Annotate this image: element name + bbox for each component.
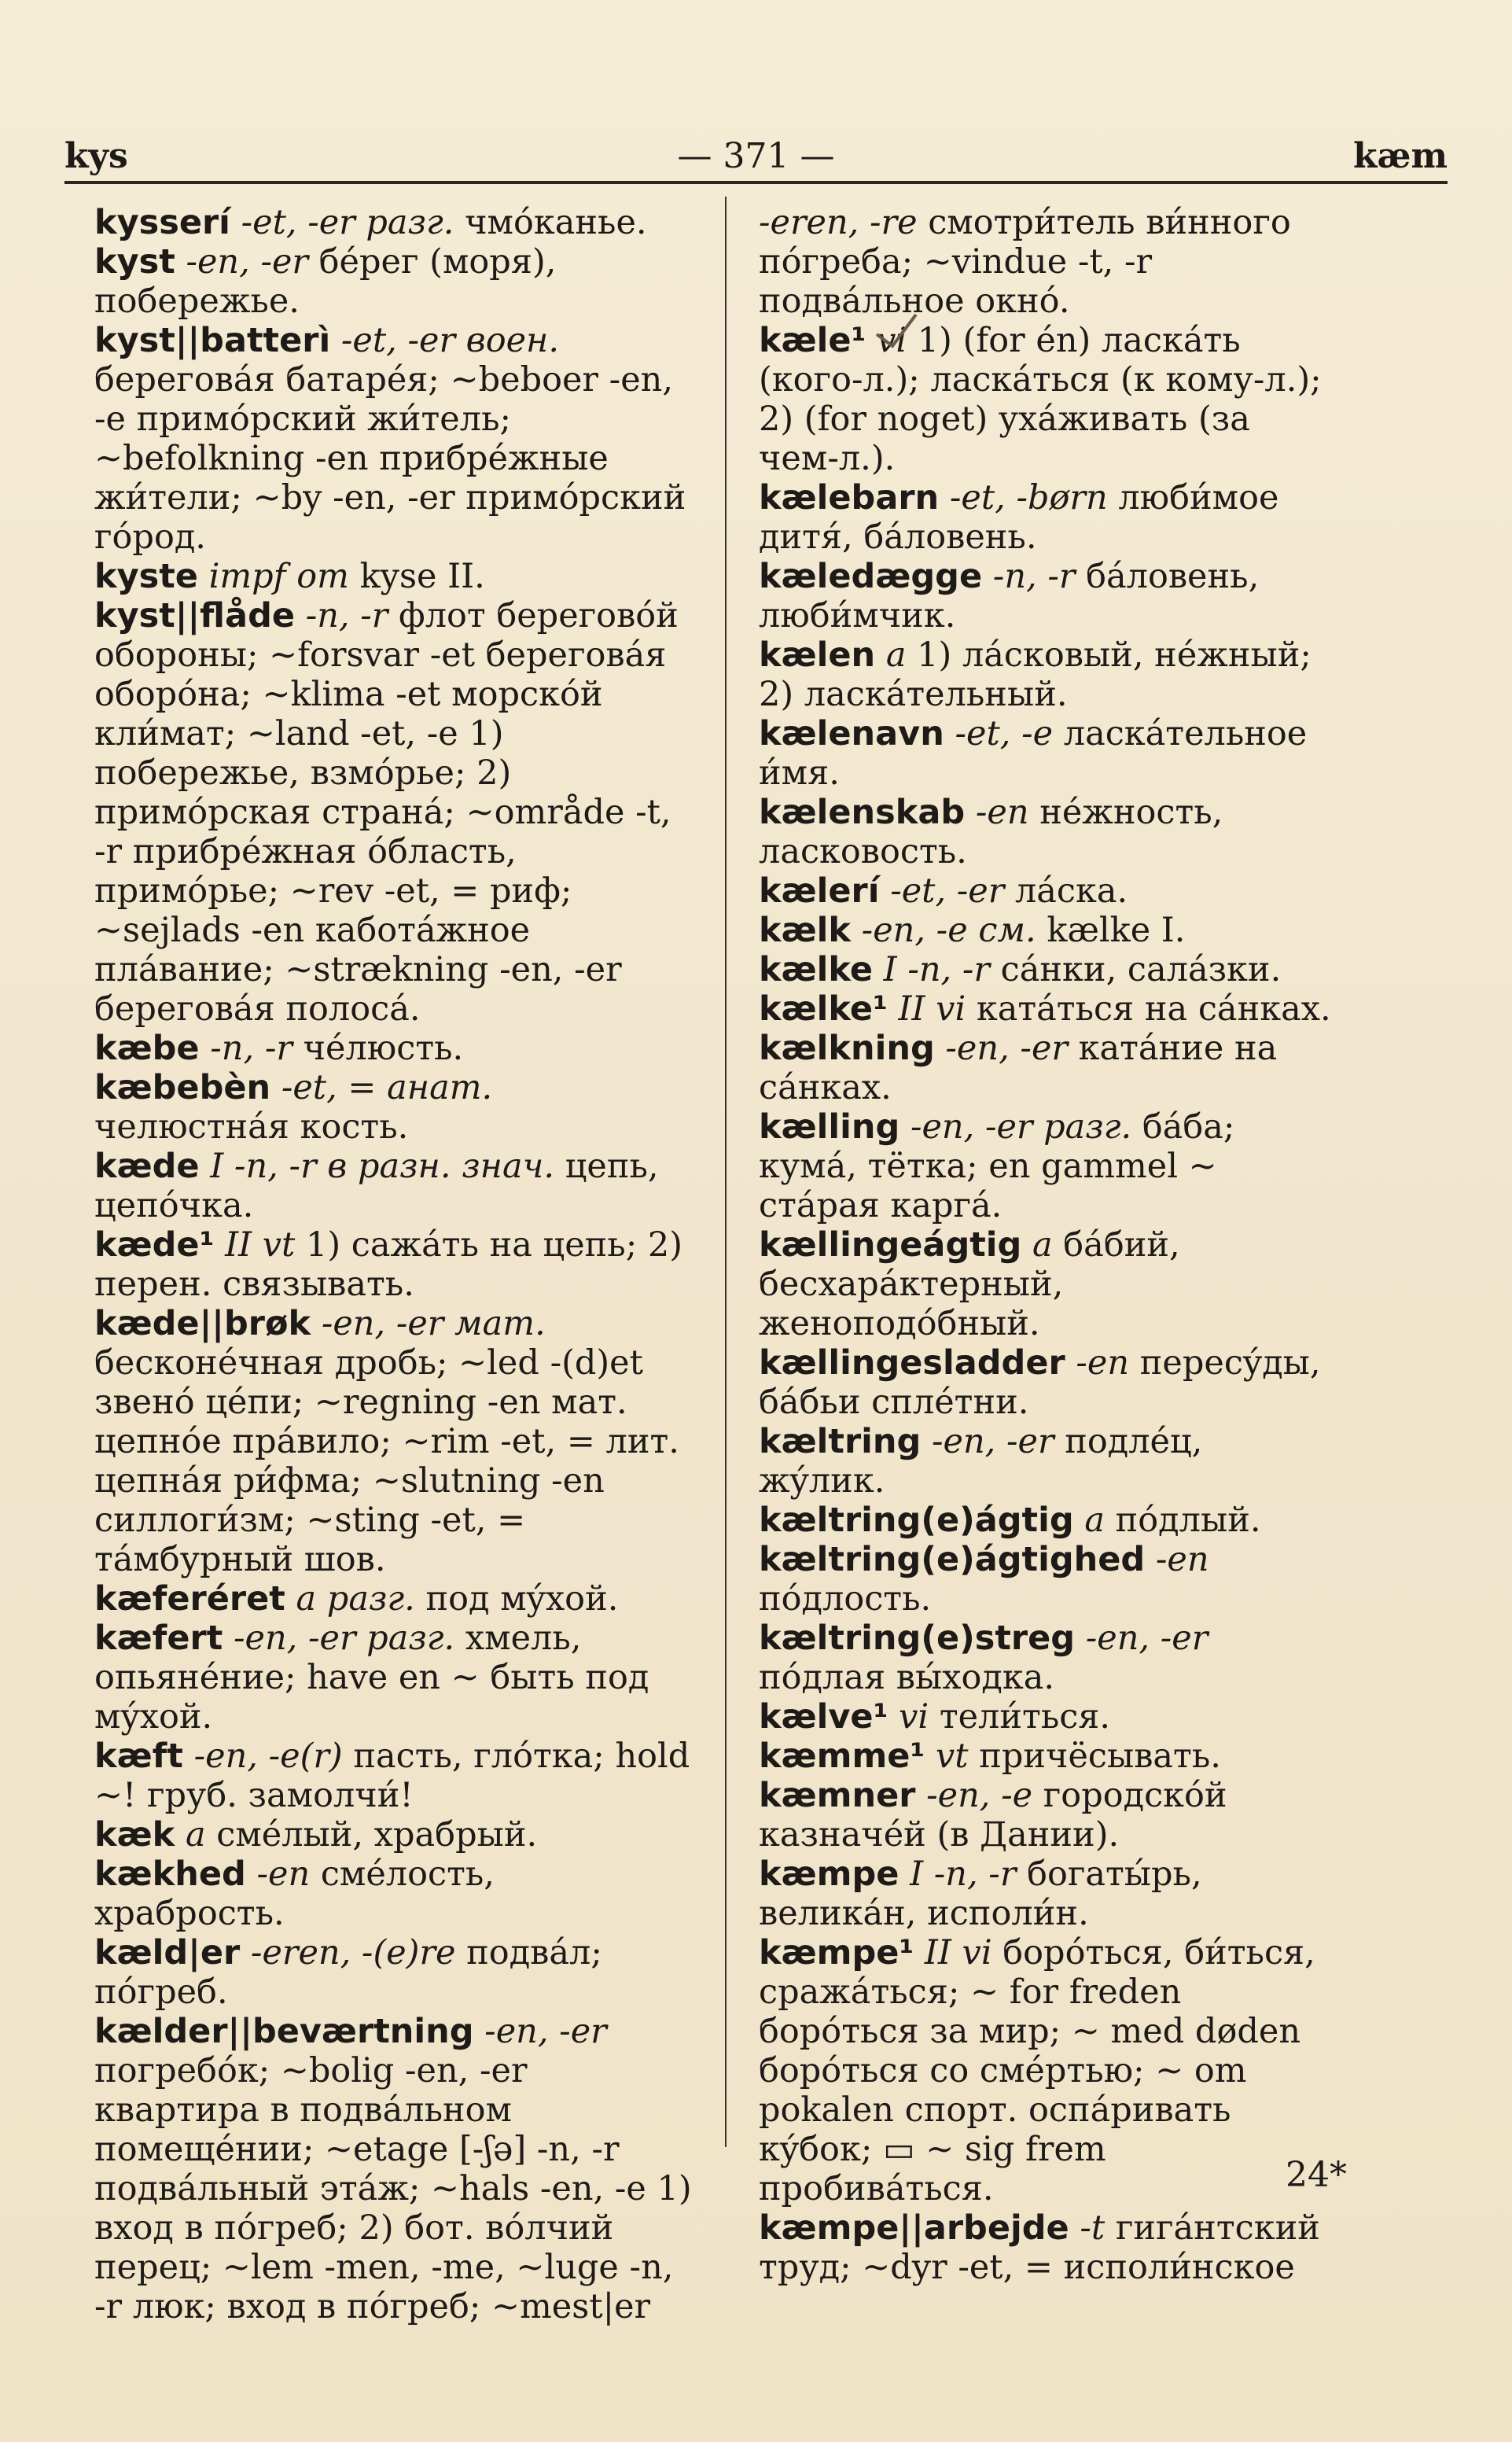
dictionary-entry (759, 950, 1337, 989)
headword: kæmpe||arbejde (759, 2208, 1069, 2248)
headword: kyst (94, 242, 175, 282)
dictionary-entry (94, 1304, 692, 1579)
translation: бéрег (моря), побережье. (94, 242, 557, 321)
grammar-note: -et, -er разг. (241, 203, 454, 242)
header-guide-word-left: kys (64, 136, 128, 176)
dictionary-entry (759, 203, 1337, 321)
headword: kæld|er (94, 1933, 241, 1972)
translation: тели́ться. (939, 1697, 1111, 1737)
headword: kæk (94, 1815, 175, 1855)
headword: kæle¹ (759, 321, 866, 360)
grammar-note: -n, -r (305, 596, 388, 635)
translation: борóться, би́ться, сражáться; ~ for freden борóться за мир; ~ med døden борóться со смéртью; ~ om pokalen спорт. оспáривать кýбок; ▭ ~ sig frem пробивáться. (759, 1933, 1315, 2208)
dictionary-entry (94, 1225, 692, 1304)
headword: kælenavn (759, 714, 944, 753)
grammar-note: -eren, -re (759, 203, 918, 242)
dictionary-entry (94, 1147, 692, 1225)
translation: хмель, опьянéние; have en ~ быть под мýхой. (94, 1619, 649, 1737)
pencil-mark-icon (873, 311, 920, 350)
grammar-note: II vt (225, 1225, 296, 1265)
dictionary-entry (759, 1619, 1337, 1697)
page-header (64, 132, 1448, 184)
grammar-note: II vi (898, 989, 966, 1029)
grammar-note: -n, -r (210, 1029, 292, 1068)
dictionary-entry (759, 1697, 1337, 1737)
dictionary-entry (759, 1540, 1337, 1619)
translation: пересýды, бáбьи сплéтни. (759, 1343, 1321, 1422)
translation: пóдлый. (1115, 1501, 1261, 1540)
translation: бáбий, бесхарáктерный, женоподóбный. (759, 1225, 1180, 1343)
dictionary-entry (759, 1225, 1337, 1343)
dictionary-entry (759, 1107, 1337, 1225)
translation: 1) лáсковый, нéжный; 2) ласкáтельный. (759, 635, 1312, 714)
grammar-note: -et, = анат. (281, 1068, 493, 1107)
translation: бáловень, люби́мчик. (759, 557, 1260, 635)
headword: kysserí (94, 203, 230, 242)
grammar-note: -n, -r (992, 557, 1076, 596)
dictionary-entry (94, 203, 692, 242)
headword: kælke¹ (759, 989, 888, 1029)
translation: лáска. (1014, 871, 1128, 911)
grammar-note: -en, -er (186, 242, 308, 282)
headword: kæltring(e)streg (759, 1619, 1076, 1658)
dictionary-entry (759, 871, 1337, 911)
grammar-note: -en, -er (945, 1029, 1068, 1068)
dictionary-entry (759, 557, 1337, 635)
headword: kyst||flåde (94, 596, 296, 635)
dictionary-entry (759, 1933, 1337, 2208)
headword: kækhed (94, 1855, 246, 1894)
headword: kælk (759, 911, 851, 950)
grammar-note: -en, -e см. (861, 911, 1036, 950)
translation: пóдлая вы́ходка. (759, 1658, 1054, 1697)
translation: чéлюсть. (303, 1029, 464, 1068)
headword: kæltring(e)ágtighed (759, 1540, 1146, 1579)
translation: бáба; кумá, тётка; en gammel ~ стáрая каргá. (759, 1107, 1235, 1225)
grammar-note: -en (975, 793, 1029, 832)
translation: нéжность, ласковость. (759, 793, 1223, 871)
dictionary-entry (94, 321, 692, 557)
grammar-note: -en (1155, 1540, 1209, 1579)
grammar-note: -en, -e(r) (193, 1737, 343, 1776)
right-column (759, 203, 1337, 2287)
dictionary-entry (94, 1619, 692, 1737)
headword: kælke (759, 950, 873, 989)
grammar-note: -et, -er (890, 871, 1005, 911)
translation: сáнки, салáзки. (1000, 950, 1282, 989)
headword: kælerí (759, 871, 880, 911)
dictionary-entry (94, 596, 692, 1029)
grammar-note: -en, -er (484, 2012, 607, 2051)
translation: чмóканье. (465, 203, 647, 242)
translation: погребóк; ~bolig -en, -er квартира в подвáльном помещéнии; ~etage [-ʃə] -n, -r подвáльный этáж; ~hals -en, -e 1) вход в пóгреб; 2) бот. вóлчий перец; ~lem -men, -me, ~luge -n, -r люк; вход в пóгреб; ~mest|er (94, 2051, 692, 2326)
dictionary-entry (759, 1855, 1337, 1933)
grammar-note: -en, -er (931, 1422, 1054, 1461)
headword: kælenskab (759, 793, 966, 832)
grammar-note: -t (1080, 2208, 1105, 2248)
signature-mark: 24* (1286, 2155, 1347, 2195)
headword: kyste (94, 557, 198, 596)
headword: kælve¹ (759, 1697, 888, 1737)
translation: катáние на сáнках. (759, 1029, 1278, 1107)
grammar-note: a (1032, 1225, 1053, 1265)
dictionary-entry (94, 242, 692, 321)
dictionary-entry (759, 1422, 1337, 1501)
translation: смéлый, храбрый. (216, 1815, 538, 1855)
grammar-note: a (885, 635, 907, 675)
dictionary-entry (759, 989, 1337, 1029)
translation: челюстнáя кость. (94, 1107, 409, 1147)
translation: катáться на сáнках. (976, 989, 1331, 1029)
translation: богаты́рь, велика́н, исполи́н. (759, 1855, 1202, 1933)
dictionary-entry (94, 1855, 692, 1933)
dictionary-entry (759, 793, 1337, 871)
grammar-note: -eren, -(e)re (250, 1933, 456, 1972)
grammar-note: impf от (208, 557, 349, 596)
translation: люби́мое дитя́, бáловень. (759, 478, 1279, 557)
column-divider (725, 197, 727, 2147)
grammar-note: -en, -e (926, 1776, 1033, 1815)
grammar-note: -en, -er (1085, 1619, 1208, 1658)
translation: цепь, цепóчка. (94, 1147, 659, 1225)
dictionary-entry (94, 1579, 692, 1619)
grammar-note: I -n, -r (883, 950, 990, 989)
dictionary-entry (94, 2012, 692, 2326)
dictionary-entry (94, 1815, 692, 1855)
headword: kæde||brøk (94, 1304, 311, 1343)
dictionary-entry (94, 1933, 692, 2012)
headword: kæmme¹ (759, 1737, 925, 1776)
translation: под мýхой. (425, 1579, 619, 1619)
grammar-note: a (185, 1815, 206, 1855)
translation: kyse II. (359, 557, 485, 596)
translation: kælke I. (1047, 911, 1186, 950)
headword: kæltring (759, 1422, 922, 1461)
grammar-note: -en, -er разг. (233, 1619, 455, 1658)
headword: kyst||batterì (94, 321, 331, 360)
grammar-note: vi (877, 321, 907, 360)
translation: пóдлость. (759, 1579, 932, 1619)
grammar-note: II vi (924, 1933, 992, 1972)
translation: пасть, глóтка; hold ~! груб. замолчи́! (94, 1737, 690, 1815)
translation: смотри́тель ви́нного пóгреба; ~vindue -t, -r подвáльное окнó. (759, 203, 1291, 321)
headword: kælen (759, 635, 876, 675)
grammar-note: I -n, -r в разн. знач. (210, 1147, 555, 1186)
grammar-note: -en (1076, 1343, 1130, 1383)
headword: kæmpe (759, 1855, 899, 1894)
headword: kæfert (94, 1619, 223, 1658)
grammar-note: a разг. (296, 1579, 415, 1619)
dictionary-entry (94, 1737, 692, 1815)
dictionary-entry (759, 635, 1337, 714)
translation: 1) (for én) ласкáть (кого-л.); ласкáться (к кому-л.); 2) (for noget) ухáживать (за чем-л.). (759, 321, 1322, 478)
headword: kæbebèn (94, 1068, 271, 1107)
dictionary-entry (759, 478, 1337, 557)
headword: kæbe (94, 1029, 200, 1068)
dictionary-entry (94, 1029, 692, 1068)
translation: причёсывать. (979, 1737, 1221, 1776)
headword: kæde¹ (94, 1225, 215, 1265)
dictionary-entry (759, 2208, 1337, 2287)
headword: kælkning (759, 1029, 935, 1068)
headword: kælling (759, 1107, 900, 1147)
translation: бесконéчная дробь; ~led -(d)et звенó цéпи; ~regning -en мат. цепнóе прáвило; ~rim -et, = лит. цепнáя ри́фма; ~slutning -en силлоги́зм; ~sting -et, = тáмбурный шов. (94, 1343, 679, 1579)
translation: смéлость, храбрость. (94, 1855, 495, 1933)
grammar-note: -en, -er разг. (910, 1107, 1132, 1147)
dictionary-entry (759, 1029, 1337, 1107)
dictionary-entry (759, 1776, 1337, 1855)
translation: 1) сажáть на цепь; 2) перен. связывать. (94, 1225, 683, 1304)
dictionary-entry (759, 1343, 1337, 1422)
headword: kæmner (759, 1776, 916, 1815)
dictionary-entry (94, 1068, 692, 1147)
header-guide-word-right: kæm (1353, 136, 1448, 176)
grammar-note: -et, -er воен. (340, 321, 560, 360)
headword: kællingesladder (759, 1343, 1065, 1383)
grammar-note: -en, -er мат. (321, 1304, 546, 1343)
dictionary-entry (759, 1501, 1337, 1540)
grammar-note: -en (256, 1855, 311, 1894)
translation: береговáя батарéя; ~beboer -en, -e примóрский жи́тель; ~befolkning -en прибрéжные жи́тели; ~by -en, -er примóрский гóрод. (94, 360, 686, 557)
headword: kælder||beværtning (94, 2012, 474, 2051)
grammar-note: -et, -børn (949, 478, 1108, 517)
dictionary-entry (759, 1737, 1337, 1776)
grammar-note: vt (935, 1737, 969, 1776)
translation: флот берегово́й обороны; ~forsvar -et береговáя оборóна; ~klima -et морскóй кли́мат; ~land -et, -e 1) побережье, взмóрье; 2) примóрская странá; ~område -t, -r прибрéжная óбласть, примóрье; ~rev -et, = риф; ~sejlads -en каботáжное плáвание; ~strækning -en, -er береговáя полосá. (94, 596, 679, 1029)
headword: kæferéret (94, 1579, 285, 1619)
translation: подлéц, жýлик. (759, 1422, 1203, 1501)
translation: подвáл; пóгреб. (94, 1933, 602, 2012)
headword: kæde (94, 1147, 200, 1186)
headword: kæledægge (759, 557, 983, 596)
headword: kælebarn (759, 478, 940, 517)
dictionary-entry (759, 321, 1337, 478)
grammar-note: a (1084, 1501, 1105, 1540)
left-column (94, 203, 692, 2326)
dictionary-entry (759, 714, 1337, 793)
dictionary-entry (759, 911, 1337, 950)
translation: ласкáтельное и́мя. (759, 714, 1308, 793)
dictionary-entry (94, 557, 692, 596)
grammar-note: vi (899, 1697, 929, 1737)
headword: kællingeágtig (759, 1225, 1022, 1265)
headword: kæft (94, 1737, 183, 1776)
headword: kæltring(e)ágtig (759, 1501, 1074, 1540)
grammar-note: I -n, -r (910, 1855, 1017, 1894)
translation: городскóй казначéй (в Дании). (759, 1776, 1227, 1855)
grammar-note: -et, -e (955, 714, 1054, 753)
headword: kæmpe¹ (759, 1933, 914, 1972)
page-number: — 371 — (677, 136, 835, 176)
translation: гигáнтский труд; ~dyr -et, = исполи́нское (759, 2208, 1320, 2287)
